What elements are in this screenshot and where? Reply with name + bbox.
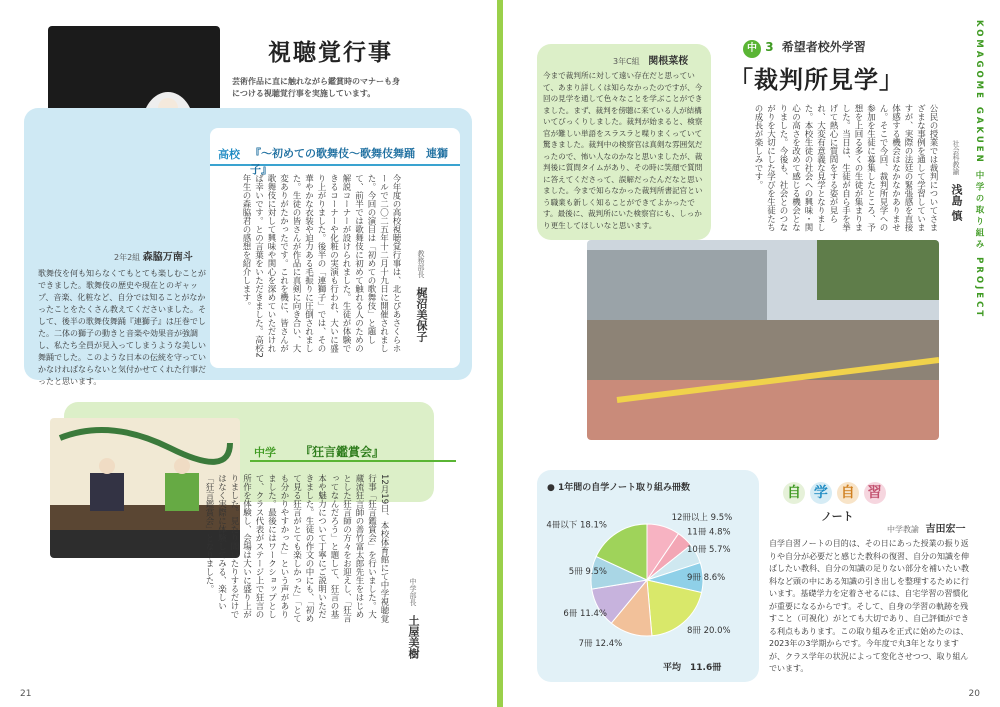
pie-chart bbox=[537, 492, 759, 682]
kyogen-body: 12月19日、本校体育館にて中学視聴覚行事「狂言鑑賞会」を行いました。大蔵流狂言師の善竹富太郎先生をはじめとした狂言師の方々をお迎えし、「狂言ってなんだろう」と題して、狂言の基本や魅力について丁寧にご説明いただきました。生徒の作文の中にも、「初めて見る狂言がとても楽しかった」「とても分かりやすかった」という声がありました。最後にはワークショップとして、クラス代表がステージ上で狂言の所作を体験し、会場は大いに盛り上がりました。見たり聞いたりするだけではなく実際に体験してみる、楽しい「狂言鑑賞会」となりました。 bbox=[204, 474, 389, 624]
pie-label-2: 11冊 4.8% bbox=[687, 527, 731, 538]
kyogen-heading: 『狂言鑑賞会』 bbox=[300, 445, 385, 459]
kabuki-teacher-name: 梶沼美保子 bbox=[415, 287, 428, 343]
kabuki-teacher bbox=[412, 250, 431, 342]
pie-label-5: 8冊 20.0% bbox=[687, 625, 731, 636]
chart-average: 平均 11.6冊 bbox=[663, 663, 722, 673]
section-heading bbox=[743, 38, 866, 58]
kyogen-heading-bar bbox=[250, 440, 456, 462]
kabuki-heading: 『〜初めての歌舞伎〜歌舞伎舞踊 連獅子』 bbox=[250, 147, 448, 176]
page-number-right: 20 bbox=[968, 689, 980, 699]
students-group-image bbox=[587, 240, 939, 440]
court-title: 「裁判所見学」 bbox=[729, 66, 904, 94]
kabuki-student-caption bbox=[52, 248, 212, 263]
kyogen-teacher-name: 土屋美樹 bbox=[407, 615, 420, 660]
court-teacher-name: 浅島 慎 bbox=[950, 184, 963, 221]
diary-subtitle: ノート bbox=[821, 510, 854, 523]
kabuki-body: 今年度の高校視聴覚行事は、北とぴあさくらホールで二〇二五年十二月十九日に開催されました。今回の演目は「初めての歌舞伎」と題して、前半では歌舞伎に初めて触れる人のための解説コーナーが設けられました。生徒が体験できるコーナーや化粧の実演も行われ、大いに盛り上がりました。後半の「連獅子」では、その華やかな衣装や迫力ある毛振りに圧倒されました。生徒の皆さんが作品に真剣に向き合い、大変ありがたかったです。これを機に、皆さんが歌舞伎に対して興味や関心を深めていただければ幸いです。との言葉をいただきました。高校2年生の森脇君の感想を紹介します。 bbox=[241, 174, 401, 358]
court-student-class: 3年C組 bbox=[613, 57, 640, 66]
section-badge: 中 bbox=[743, 40, 761, 58]
vertical-header: KOMAGOME GAKUEN 中学の取り組み PROJECT bbox=[974, 20, 984, 320]
kyogen-teacher bbox=[404, 578, 423, 659]
section-label: 希望者校外学習 bbox=[781, 40, 866, 54]
chart-title: ● 1年間の自学ノート取り組み冊数 bbox=[547, 483, 690, 493]
diary-title-char-3: 自 bbox=[837, 482, 859, 504]
kabuki-heading-bar bbox=[210, 140, 460, 176]
pie-label-9: 4冊以下 18.1% bbox=[546, 520, 607, 531]
kabuki-student-class: 2年2組 bbox=[114, 253, 141, 262]
page-title: 視聴覚行事 bbox=[268, 40, 393, 66]
diary-teacher-name: 吉田宏一 bbox=[925, 524, 966, 535]
diary-title-char-4: 習 bbox=[864, 482, 886, 504]
page-number-left: 21 bbox=[20, 689, 32, 699]
pie-label-6: 7冊 12.4% bbox=[578, 639, 623, 650]
court-teacher-role: 社会科教諭 bbox=[952, 140, 960, 175]
kyogen-tag: 中学 bbox=[254, 446, 276, 459]
pie-label-4: 9冊 8.6% bbox=[687, 573, 726, 584]
court-body: 公民の授業では裁判についてさまざまな事例を通して学習していますが、実際の法廷の緊張感を直接体感する機会はなかなかありません。そこで今回、裁判所見学への参加を生徒に募集したところ、予想を上回る多くの生徒が集まりました。当日は、生徒が自ら手を挙げて熱心に質問をする姿が見られ、大変有意義な見学となりました。本校生徒の社会への興味・関心の高さを改めて感じる機会となりました。今後も、社会とのつながりを大切にした学びを生徒たちの成長が楽しみです。 bbox=[753, 104, 938, 232]
diary-title-char-2: 学 bbox=[810, 482, 832, 504]
diary-title bbox=[783, 482, 886, 504]
section-number: 3 bbox=[765, 40, 774, 54]
court-student-name: 関根菜桜 bbox=[648, 56, 689, 67]
right-page bbox=[503, 0, 1000, 707]
kyogen-teacher-role: 中学部長 bbox=[409, 578, 417, 606]
court-teacher bbox=[947, 140, 966, 221]
pie-label-7: 6冊 11.4% bbox=[563, 608, 607, 619]
kabuki-teacher-role: 教務部長 bbox=[417, 250, 425, 278]
court-group-photo bbox=[587, 240, 939, 440]
diary-teacher bbox=[887, 520, 966, 535]
kabuki-student-comment: 歌舞伎を何も知らなくてもとても楽しむことができました。歌舞伎の歴史や現在とのギャップ、音楽、化粧など、自分では知ることがなかったことをたくさん教えてくださいました。そして、後半の歌舞伎舞踊『連獅子』は圧巻でした。二体の獅子の動きと音楽や効果音が強調し、私たち全員が見入ってしまうような美しい舞踊でした。このような日本の伝統を守っていかなければならないと気付かせてくれた行事だったと思います。 bbox=[38, 269, 206, 386]
pie-label-3: 10冊 5.7% bbox=[687, 544, 731, 555]
court-student-comment: 今まで裁判所に対して遠い存在だと思っていて、あまり詳しくは知らなかったのですが、今回の見学を通して色々なことを学ぶことができました。まず、裁判を傍聴に来ている人が結構いてびっくりしました。裁判が始まると、検察官が難しい単語をスラスラと喋りまくっていて驚きました。裁判中の検察官は真剣な雰囲気だったので、怖い人なのかなと思いましたが、裁判後に質問タイムがあり、その時に笑顔で質問に答えてくださって、誤解だったんだなと思いました。今まで知らなかった裁判所書記官という職業も新しく知ることができてよかったです。最後に、裁判所にいた検察官にも、しっかり更生してほしいなと思います。 bbox=[543, 71, 703, 230]
kabuki-tag: 高校 bbox=[218, 148, 240, 161]
diary-body: 自学自習ノートの目的は、その日にあった授業の振り返りや自分が必要だと感じた教科の復習、自分の知識を伸ばしたい教科、自分の知識の足りない部分を補いたい教科など頭の中にある知識の引き出しを整理するために行います。基礎学力を定着させるには、自宅学習の習慣化が重要になるからです。そして、自身の学習の軌跡を残すこと（可視化）がとても大切であり、自己評価ができる利点もあります。この取り組みを正式に始めたのは、2023年の3学期からです。今年度で丸3年となりますが、クラス学年の状況によって変化させつつ、取り組んでいます。 bbox=[769, 539, 969, 673]
left-page bbox=[0, 0, 497, 707]
pie-label-1: 12冊以上 9.5% bbox=[671, 512, 733, 523]
diary-title-char-1: 自 bbox=[783, 482, 805, 504]
pie-label-8: 5冊 9.5% bbox=[568, 567, 607, 578]
court-student-caption bbox=[613, 52, 688, 67]
lead-text: 芸術作品に直に触れながら鑑賞時のマナーも身につける視聴覚行事を実施しています。 bbox=[232, 77, 400, 98]
diary-teacher-role: 中学教諭 bbox=[887, 525, 919, 534]
kabuki-student-name: 森脇万南斗 bbox=[142, 252, 193, 263]
